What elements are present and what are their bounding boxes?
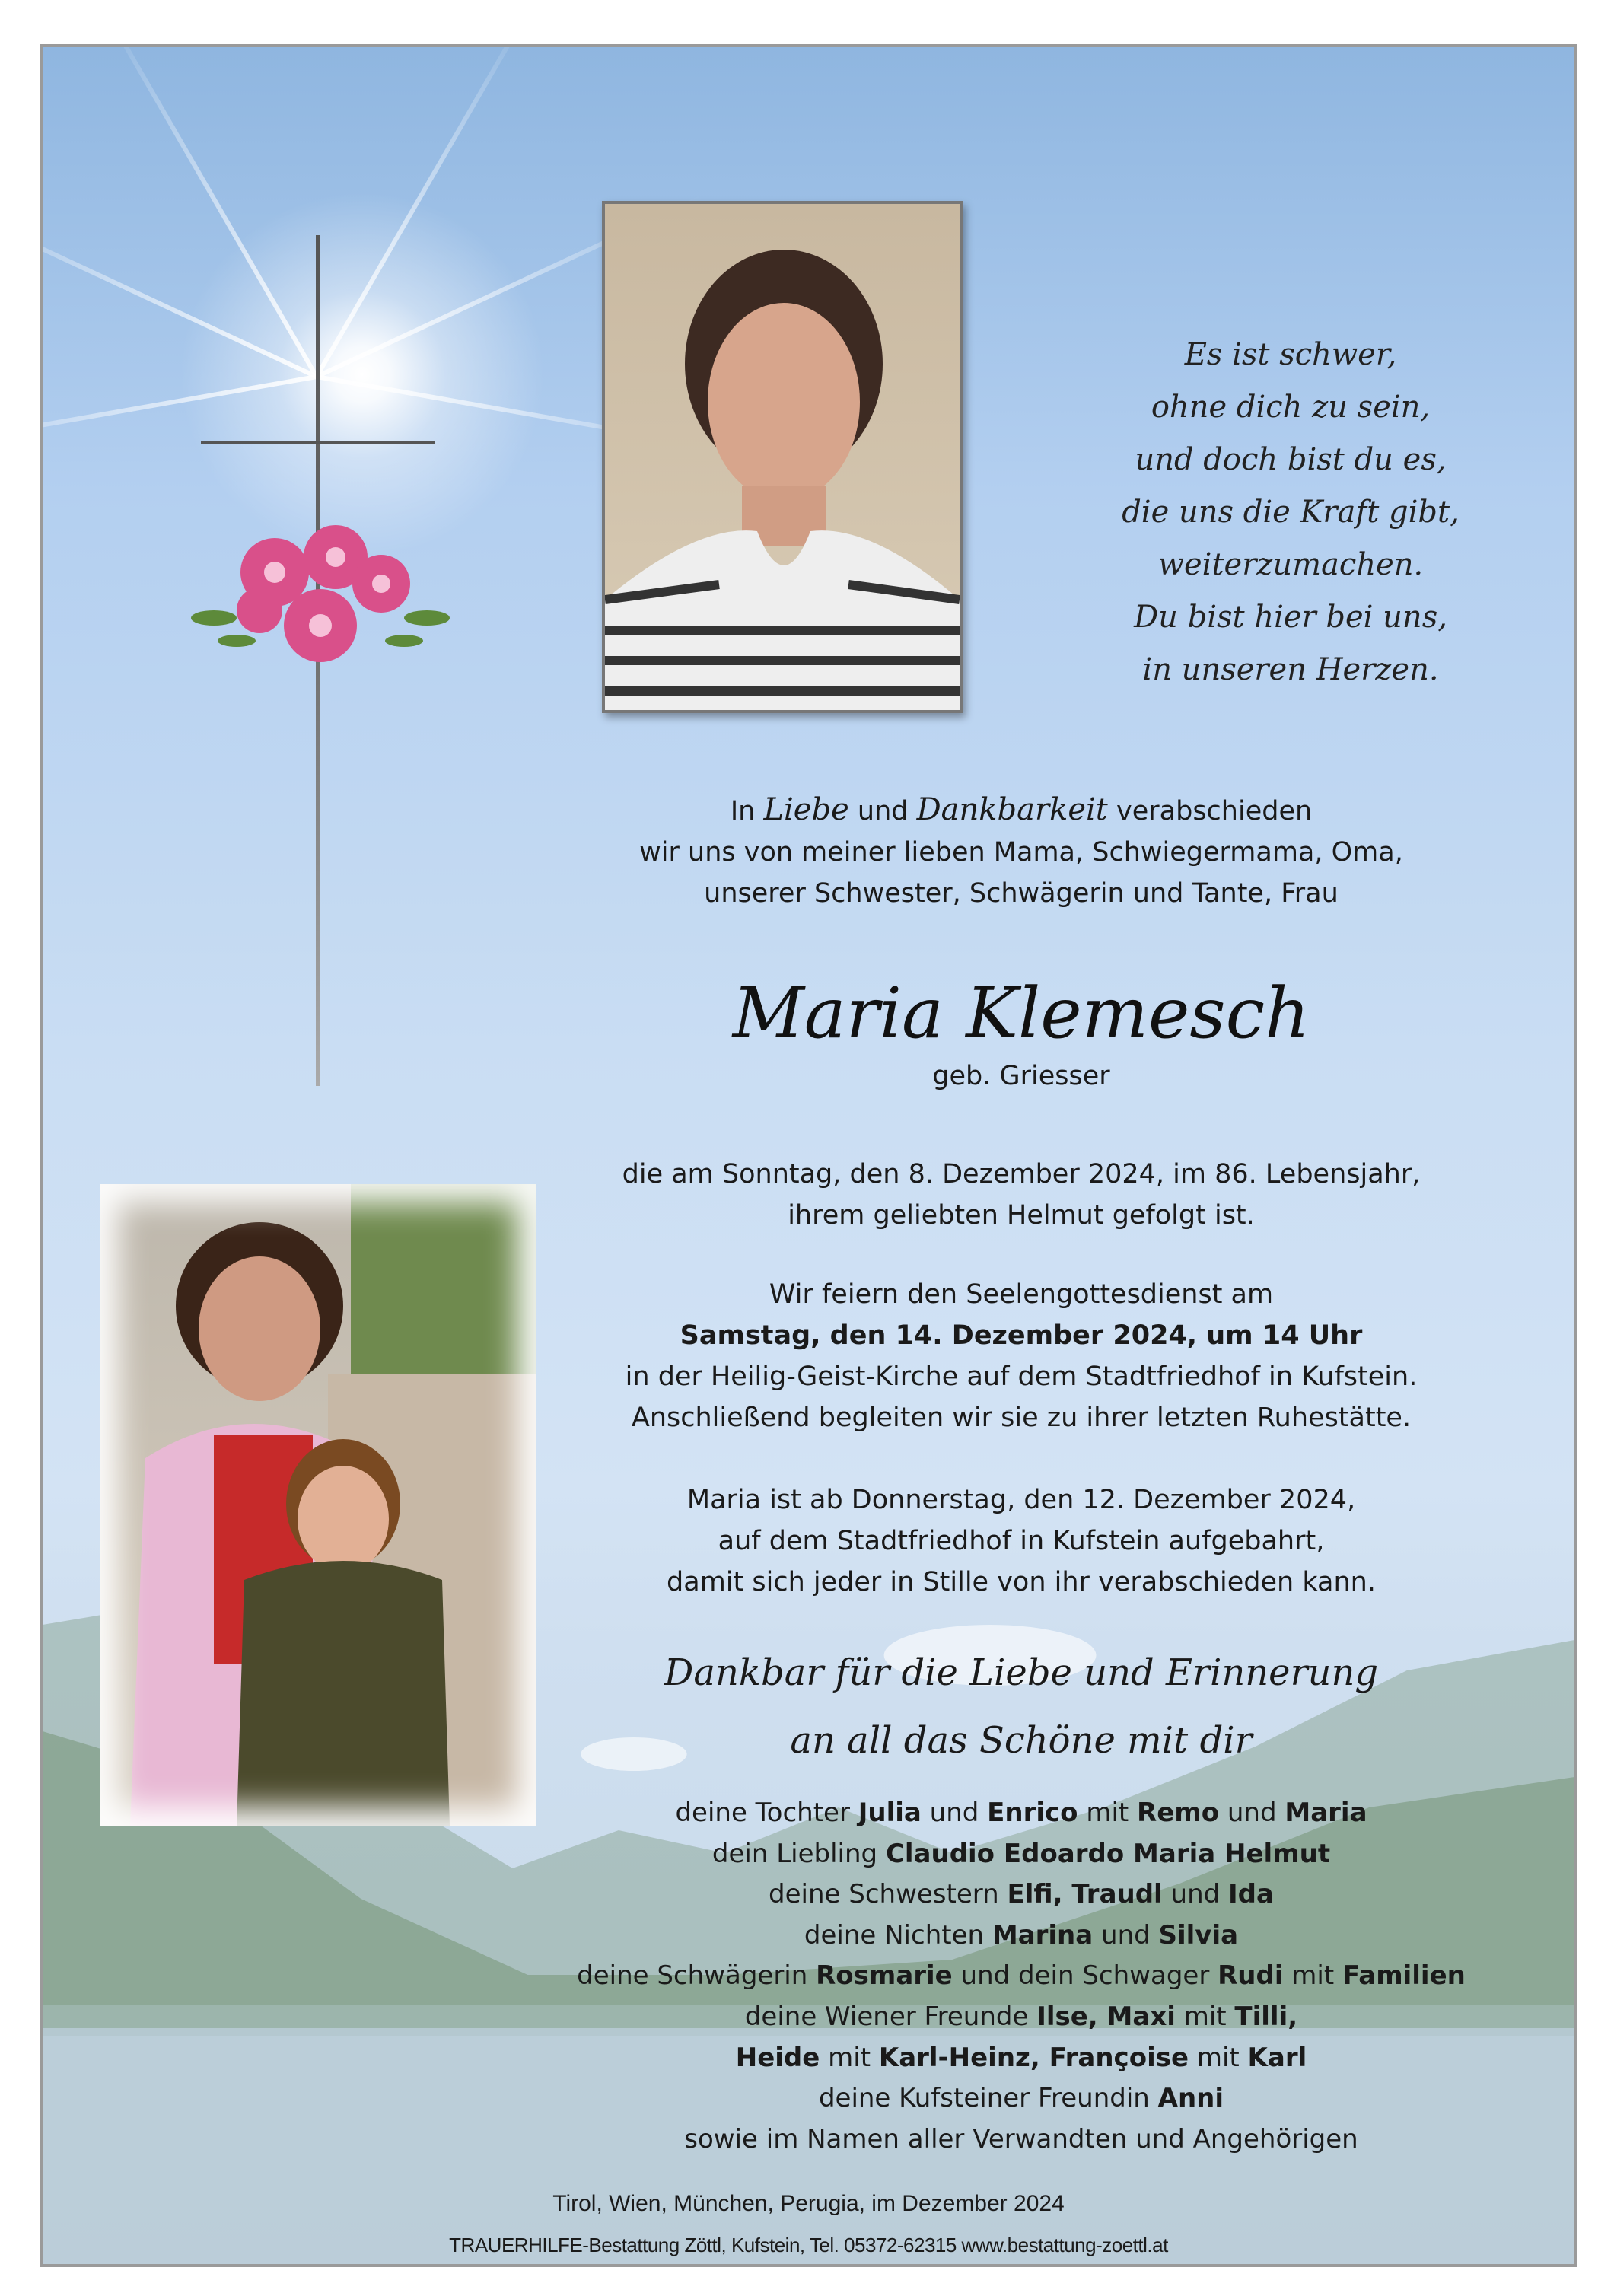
mourner-text: und bbox=[1093, 1919, 1159, 1950]
intro-dankbarkeit: Dankbarkeit bbox=[916, 792, 1108, 827]
poem-line: die uns die Kraft gibt, bbox=[1122, 495, 1460, 530]
mourner-text: sowie im Namen aller Verwandten und Angehörigen bbox=[684, 2123, 1358, 2154]
intro-und: und bbox=[848, 796, 917, 826]
family-photo bbox=[100, 1184, 536, 1826]
death-line: die am Sonntag, den 8. Dezember 2024, im 86. Lebensjahr, bbox=[622, 1159, 1421, 1189]
mourner-text: mit bbox=[820, 2042, 879, 2073]
mourner-text: dein Liebling bbox=[711, 1838, 886, 1869]
intro-line: unserer Schwester, Schwägerin und Tante, Frau bbox=[704, 878, 1339, 909]
poem bbox=[1093, 329, 1488, 696]
service-line: in der Heilig-Geist-Kirche auf dem Stadtfriedhof in Kufstein. bbox=[625, 1361, 1418, 1392]
mourners-list bbox=[514, 1793, 1528, 2160]
birth-name: geb. Griesser bbox=[932, 1061, 1110, 1091]
mourner-name: Familien bbox=[1342, 1960, 1466, 1992]
service-info bbox=[575, 1274, 1467, 1438]
mourner-line bbox=[514, 1793, 1528, 1834]
mourner-line bbox=[514, 2038, 1528, 2079]
mourner-name: Karl-Heinz, Françoise bbox=[878, 2042, 1189, 2073]
obituary-card bbox=[40, 44, 1577, 2267]
undertaker-info: TRAUERHILFE-Bestattung Zöttl, Kufstein, Tel. 05372-62315 www.bestattung-zoettl.at bbox=[449, 2234, 1168, 2256]
poem-line: Es ist schwer, bbox=[1184, 337, 1397, 372]
mourner-line bbox=[514, 1834, 1528, 1875]
portrait-photo bbox=[602, 201, 963, 713]
mourner-line bbox=[514, 2078, 1528, 2119]
mourner-name: Marina bbox=[992, 1919, 1094, 1950]
viewing-info bbox=[575, 1479, 1467, 1603]
mourner-name: Julia bbox=[858, 1798, 922, 1828]
mourner-line bbox=[514, 2119, 1528, 2161]
mourner-text: mit bbox=[1078, 1798, 1138, 1828]
orchid-flowers-icon bbox=[191, 504, 450, 679]
mourner-name: Anni bbox=[1157, 2083, 1224, 2114]
mourner-text: mit bbox=[1189, 2042, 1248, 2073]
mourner-name: Ida bbox=[1228, 1879, 1274, 1910]
mourner-text: deine Tochter bbox=[675, 1798, 858, 1828]
mourner-name: Remo bbox=[1137, 1798, 1220, 1828]
mourner-text: und dein Schwager bbox=[952, 1960, 1218, 1992]
cross-horizontal bbox=[201, 441, 435, 444]
mourner-text: und bbox=[921, 1798, 988, 1828]
mourner-text: deine Kufsteiner Freundin bbox=[818, 2083, 1158, 2114]
mourner-line bbox=[514, 1997, 1528, 2038]
intro-pre: In bbox=[730, 796, 764, 826]
mourner-line bbox=[514, 1915, 1528, 1957]
viewing-line: Maria ist ab Donnerstag, den 12. Dezember 2024, bbox=[686, 1485, 1356, 1515]
mourner-name: Claudio Edoardo Maria Helmut bbox=[885, 1838, 1331, 1869]
mourner-text: deine Nichten bbox=[804, 1919, 992, 1950]
poem-line: und doch bist du es, bbox=[1135, 442, 1447, 477]
thanks-line: Dankbar für die Liebe und Erinnerung bbox=[664, 1651, 1379, 1694]
mourner-name: Rudi bbox=[1218, 1960, 1284, 1992]
service-line: Anschließend begleiten wir sie zu ihrer letzten Ruhestätte. bbox=[631, 1403, 1412, 1433]
intro-line: wir uns von meiner lieben Mama, Schwiegermama, Oma, bbox=[639, 837, 1403, 868]
poem-line: Du bist hier bei uns, bbox=[1134, 600, 1447, 635]
poem-line: in unseren Herzen. bbox=[1142, 652, 1439, 687]
mourner-text: deine Schwägerin bbox=[577, 1960, 817, 1992]
service-date: Samstag, den 14. Dezember 2024, um 14 Uhr bbox=[680, 1320, 1363, 1351]
mourner-text: und bbox=[1162, 1879, 1229, 1910]
intro-text bbox=[575, 789, 1467, 914]
poem-line: weiterzumachen. bbox=[1157, 547, 1424, 582]
mourner-name: Enrico bbox=[987, 1798, 1078, 1828]
mourner-text: deine Schwestern bbox=[769, 1879, 1008, 1910]
mourner-name: Tilli, bbox=[1234, 2001, 1298, 2032]
mourner-line bbox=[514, 1956, 1528, 1997]
mourner-name: Elfi, Traudl bbox=[1007, 1879, 1163, 1910]
mourner-name: Heide bbox=[735, 2042, 820, 2073]
mourner-name: Silvia bbox=[1158, 1919, 1239, 1950]
poem-line: ohne dich zu sein, bbox=[1151, 390, 1431, 425]
mourner-text: mit bbox=[1283, 1960, 1343, 1992]
thanks bbox=[575, 1639, 1467, 1775]
deceased-name: Maria Klemesch bbox=[732, 973, 1310, 1054]
viewing-line: auf dem Stadtfriedhof in Kufstein aufgebahrt, bbox=[718, 1526, 1325, 1556]
place-date: Tirol, Wien, München, Perugia, im Dezember 2024 bbox=[552, 2191, 1065, 2216]
mourner-text: mit bbox=[1175, 2001, 1235, 2032]
mourner-name: Maria bbox=[1285, 1798, 1367, 1828]
viewing-line: damit sich jeder in Stille von ihr verabschieden kann. bbox=[667, 1567, 1376, 1597]
intro-line bbox=[575, 789, 1467, 832]
death-info bbox=[575, 1154, 1467, 1236]
intro-post: verabschieden bbox=[1107, 796, 1313, 826]
mourner-name: Rosmarie bbox=[816, 1960, 953, 1992]
service-line: Wir feiern den Seelengottesdienst am bbox=[769, 1279, 1274, 1310]
mourner-text: und bbox=[1219, 1798, 1285, 1828]
death-line: ihrem geliebten Helmut gefolgt ist. bbox=[788, 1200, 1255, 1231]
thanks-line: an all das Schöne mit dir bbox=[790, 1719, 1253, 1762]
mourner-name: Ilse, Maxi bbox=[1036, 2001, 1176, 2032]
intro-liebe: Liebe bbox=[763, 792, 849, 827]
mourner-text: deine Wiener Freunde bbox=[744, 2001, 1037, 2032]
mourner-name: Karl bbox=[1247, 2042, 1307, 2073]
mourner-line bbox=[514, 1874, 1528, 1915]
